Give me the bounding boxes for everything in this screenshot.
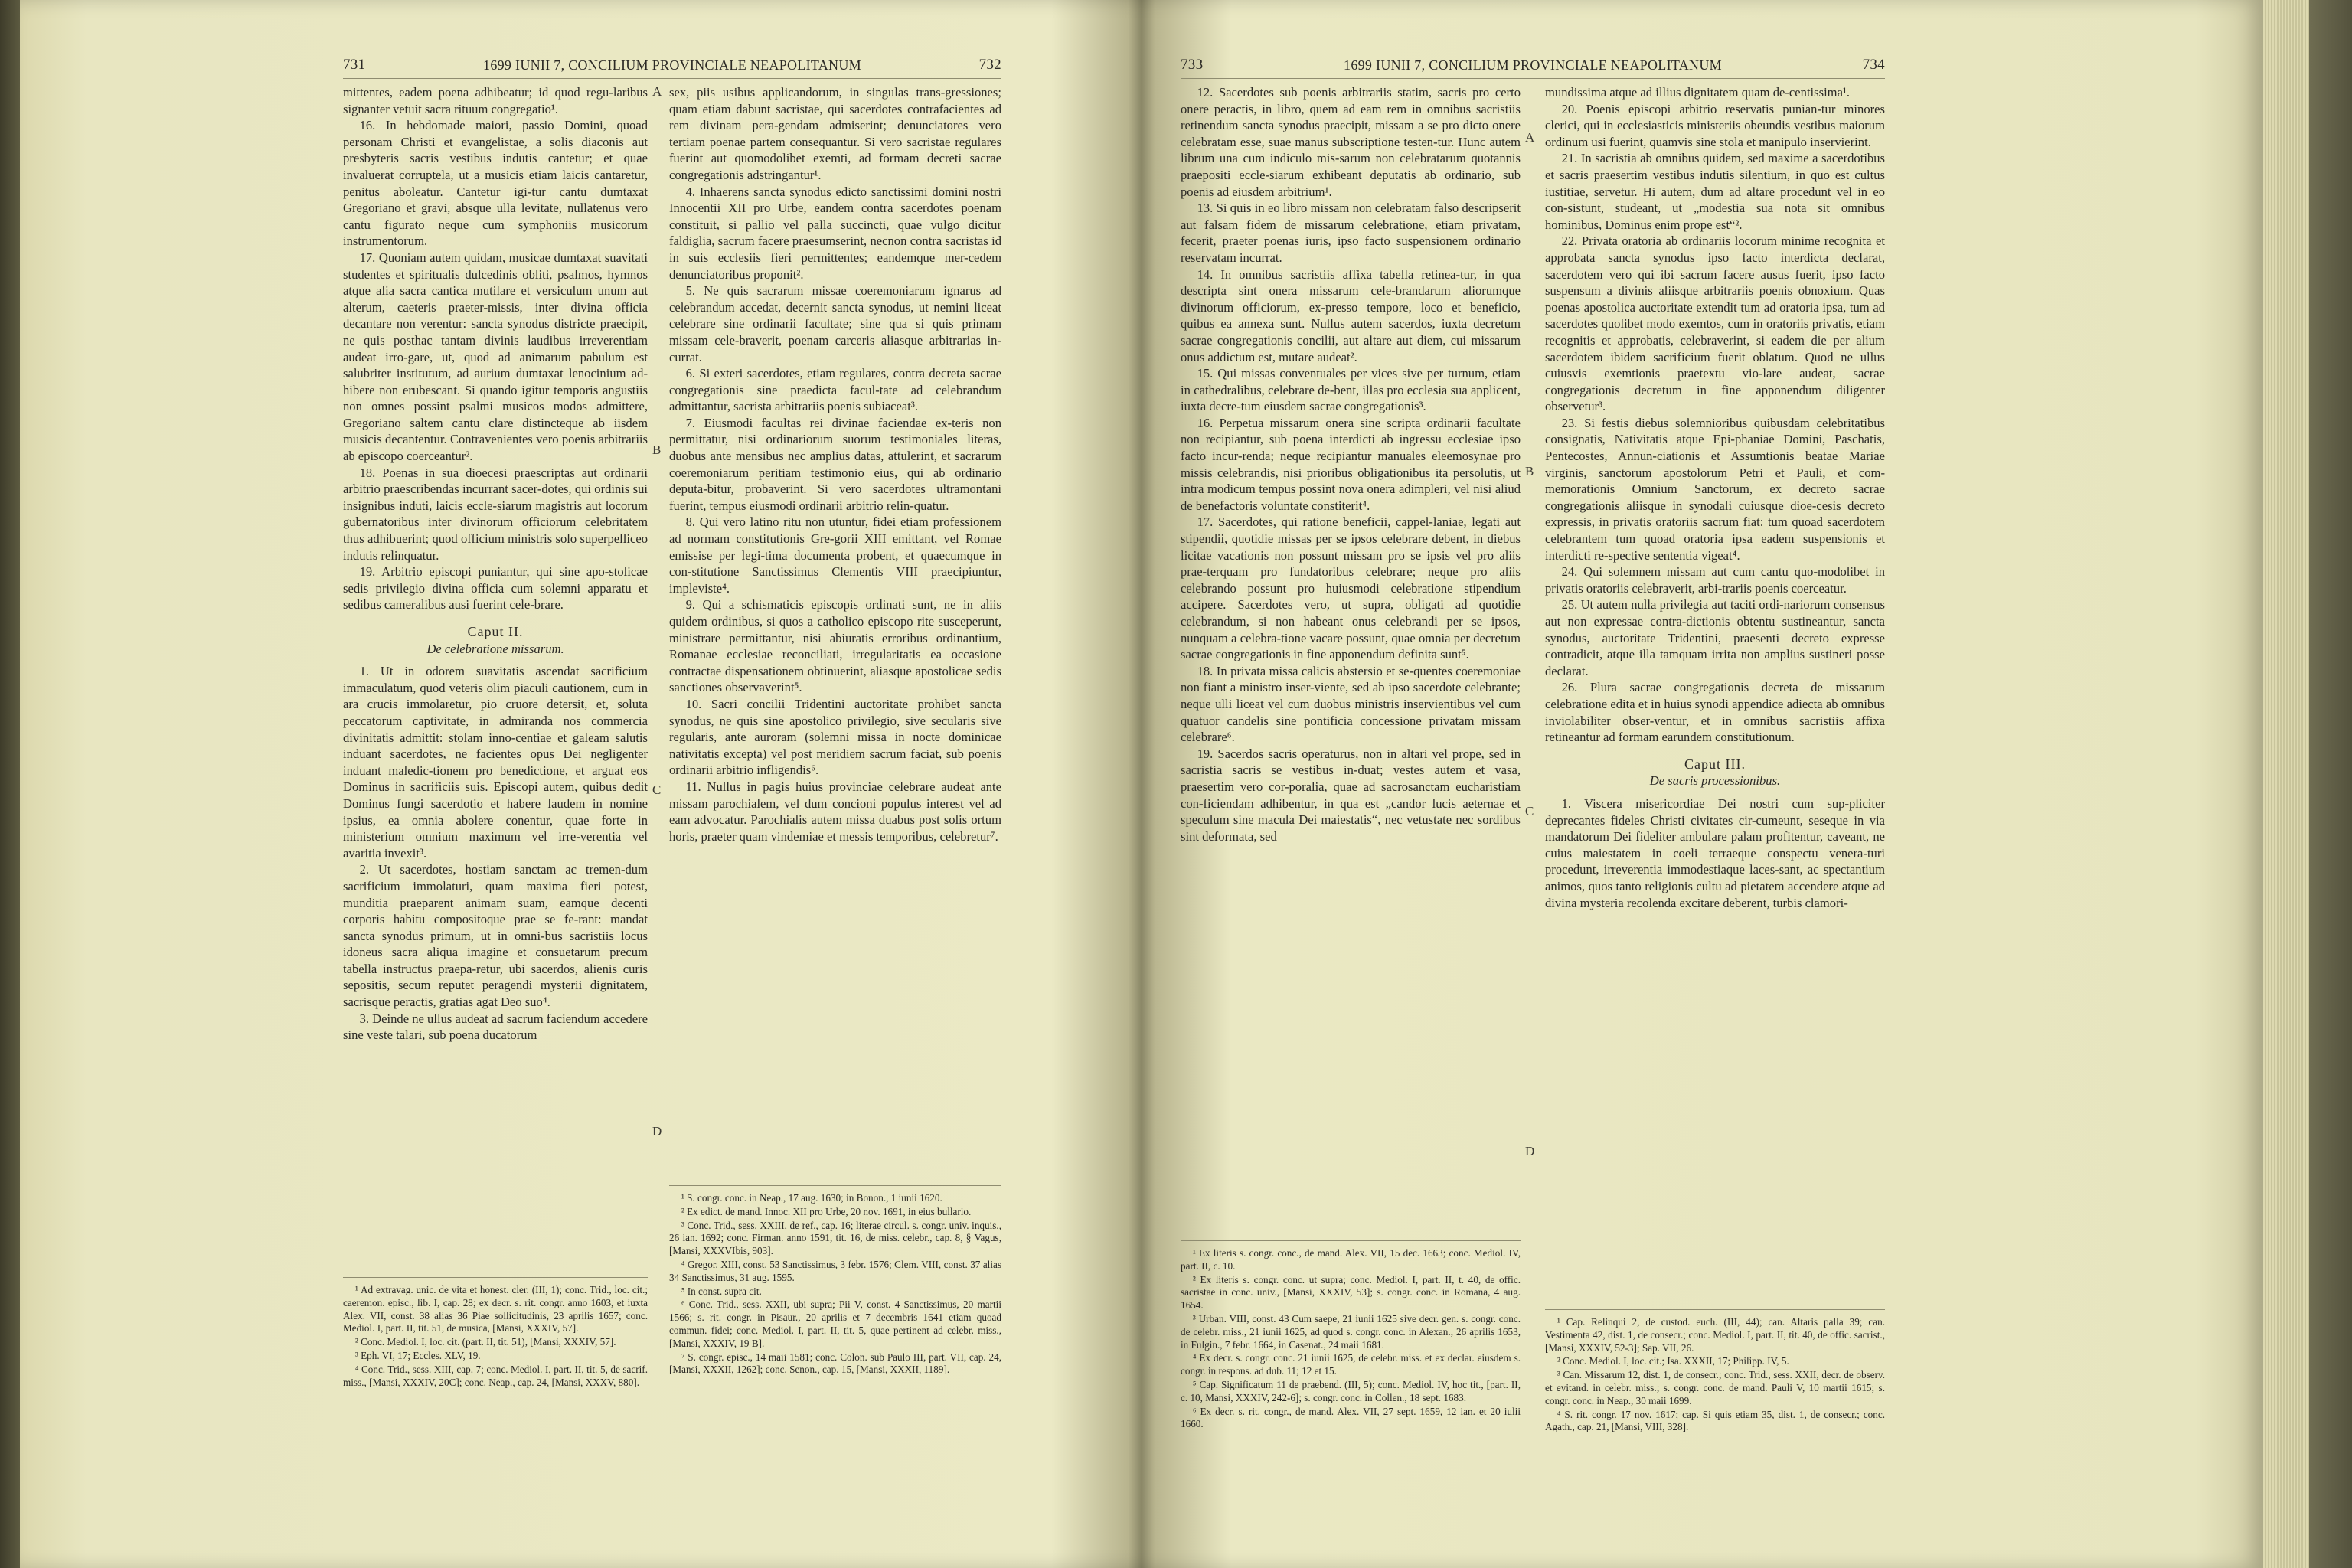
footnote: ⁵ Cap. Significatum 11 de praebend. (III, 5); conc. Mediol. IV, hoc tit., [part. II, c. 10, Mansi, XXXIV, 242-6]; s. congr. conc. in Collen., 18 sept. 1683. (1181, 1378, 1521, 1403)
running-title-right: 1699 IUNII 7, CONCILIUM PROVINCIALE NEAPOLITANUM (1344, 57, 1722, 73)
footnote: ² Conc. Mediol. I, loc. cit.; Isa. XXXII, 17; Philipp. IV, 5. (1557, 1355, 1789, 1367)
paragraph: 1. Viscera misericordiae Dei nostri cum sup-pliciter deprecantes fideles Christi civitates cir-cumeunt, seseque in via mandatorum Dei fideliter ambulare palam profitentur, caveant, ne cuius maiestatem in coeli terraeque conspectu venera-turi procedunt, irreverentia immodestiaque laces-sant, ac spectantium animos, quos tanto religionis cultu ad pietatem accendere atque ad divina mysteria recolenda excitare deberent, turbis clamori- (1545, 795, 1885, 910)
page-number-732: 732 (978, 57, 1001, 73)
paragraph: 26. Plura sacrae congregationis decreta de missarum celebratione edita et in huius synodi appendice adiecta ab omnibus inviolabiliter obser-ventur, et in omnibus sacristiis affixa retineantur ad formam earundem constitutionum. (1545, 680, 1885, 745)
paragraph: 25. Ut autem nulla privilegia aut taciti ordi-nariorum consensus aut non expressae contra-dictionis obtentu sustineantur, sancta synodus, auctoritate Tridentini, praesenti decreto expresse contradicit, atque illa tamquam irrita non amplius sustineri posse declarat. (1545, 597, 1885, 678)
paragraph: 12. Sacerdotes sub poenis arbitrariis statim, sacris pro certo onere peractis, in libro, quem ad eam rem in omnibus sacristiis retinendum sancta synodus praecipit, missam a se pro dicto onere celebratam esse, suae manus subscriptione testen-tur. Hunc autem librum una cum indiculo mis-sarum non celebratarum quotannis praepositi eccle-siarum exhibeant deputatis ab ordinario, sub poenis ad eiusdem arbitrium¹. (1181, 85, 1521, 199)
column-page-732 (669, 84, 1001, 844)
paragraph: 18. Poenas in sua dioecesi praescriptas aut ordinarii arbitrio praescribendas incurrant sacer-dotes, qui ordinis sui insignibus induti, laicis eccle-siarum magistris aut locorum gubernatoribus inter divinorum officiorum celebritatem thus adhibuerint; quod officium ministris solo superpelliceo indutis relinquatur. (343, 465, 648, 563)
paragraph: 1. Ut in odorem suavitatis ascendat sacrificium immaculatum, quod veteris olim piaculi cautionem, cum in ara crucis immolaretur, pio cruore detersit, et, soluta peccatorum captivitate, in admiranda nos commercia divinitatis admittit: stolam inno-centiae et galeam salutis induant sacerdotes, ne facientes opus Dei negligenter induant maledic-tionem pro benedictione, et arguat eos Dominus in sacrificiis suis. Episcopi autem, quibus dedit Dominus fungi sacerdotio et habere laudem in nomine ipsius, ea omnia abolere conentur, quae forte in ministerium omnium maximum vel irre-verentia vel avaritia invexit³. (343, 664, 648, 861)
column-page-733 (1181, 84, 1521, 844)
margin-letter-b-right: B (1525, 464, 1534, 479)
margin-letter-b: B (652, 443, 662, 457)
margin-letter-c: C (652, 782, 662, 797)
footnotes-page-733 (1181, 1240, 1521, 1432)
page-number-731: 731 (343, 57, 366, 73)
book-cover-edge (2309, 0, 2352, 1568)
footnote: ¹ Cap. Relinqui 2, de custod. euch. (III, 44); can. Altaris palla 39; can. Vestimenta 42, dist. 1, de consecr.; conc. Mediol. I, part. II, tit. 40, de offic. sacrist., [Mansi, XXXIV, 52-3]; Sap. VII, 26. (1545, 1316, 1885, 1354)
paragraph: 6. Si exteri sacerdotes, etiam regulares, contra decreta sacrae congregationis sine praedicta facul-tate ad celebrandum admittantur, sacrista arbitrariis poenis subiaceat³. (669, 366, 1001, 414)
paragraph: 19. Sacerdos sacris operaturus, non in altari vel prope, sed in sacristia sacris se vestibus in-duat; vestes autem et vasa, praesertim vero cor-poralia, quae ad sacrosanctam eucharistiam con-ficiendam adhibentur, in qua est „candor lucis aeternae et speculum sine macula Dei maiestatis“, nec vetustate nec sordibus sint deformata, sed (1181, 746, 1521, 844)
paragraph: mittentes, eadem poena adhibeatur; id quod regu-laribus signanter vetuit sacra rituum congregatio¹. (343, 85, 648, 116)
paragraph: 20. Poenis episcopi arbitrio reservatis punian-tur minores clerici, qui in ecclesiasticis ministeriis obeundis vestibus maiorum ordinum usi fuerint, quamvis sine stola et manipulo inservierint. (1545, 101, 1885, 149)
margin-letter-a: A (652, 84, 662, 99)
footnotes-page-734 (1545, 1309, 1885, 1435)
footnote: ¹ Ex literis s. congr. conc., de mand. Alex. VII, 15 dec. 1663; conc. Mediol. IV, part. II, c. 10. (1181, 1247, 1521, 1272)
page-number-733: 733 (1181, 57, 1204, 73)
footnote: ¹ S. congr. conc. in Neap., 17 aug. 1630; in Bonon., 1 iunii 1620. (681, 1192, 942, 1204)
right-page-header (1181, 51, 1885, 79)
paragraph: sex, piis usibus applicandorum, in singulas trans-gressiones; quam etiam dabunt sacristae, qui sacerdotes contrafacientes ad rem divinam pera-gendam admiserint; denunciatores vero tertiam poenae partem consequantur. Si vero sacristae regulares fuerint aut quomodolibet exemti, ad formam decreti sacrae congregationis adstringantur¹. (669, 85, 1001, 182)
footnote: ³ Urban. VIII, const. 43 Cum saepe, 21 iunii 1625 sive decr. gen. s. congr. conc. de celebr. miss., 21 iunii 1625, ad quod s. congr. conc. in Alexan., 26 aprilis 1653, in Fulgin., 7 febr. 1664, in Casenat., 24 maii 1681. (1181, 1312, 1521, 1351)
paragraph: mundissima atque ad illius dignitatem quam de-centissima¹. (1545, 85, 1851, 100)
footnote: ¹ Ad extravag. unic. de vita et honest. cler. (III, 1); conc. Trid., loc. cit.; caeremon. episc., lib. I, cap. 28; ex decr. s. rit. congr. anno 1603, et iuxta Alex. VII, const. 38 alias 36 Piae sollicitudinis, 23 aprilis 1657; conc. Mediol. I, part. II, tit. 51, de musica, [Mansi, XXXIV, 57]. (343, 1284, 648, 1334)
page-number-734: 734 (1862, 57, 1885, 73)
footnote: ⁴ Conc. Trid., sess. XIII, cap. 7; conc. Mediol. I, part. II, tit. 5, de sacrif. miss., [Mansi, XXXIV, 20C]; conc. Neap., cap. 24, [Mansi, XXXV, 880]. (343, 1363, 648, 1388)
paragraph: 8. Qui vero latino ritu non utuntur, fidei etiam professionem ad normam constitutionis Gre-gorii XIII emittant, vel Romae emissise per legi-tima documenta probent, et quaecumque in con-stitutione Sanctissimus Clementis VIII praecipiuntur, impleviste⁴. (669, 514, 1001, 596)
footnote: ³ Can. Missarum 12, dist. 1, de consecr.; conc. Trid., sess. XXII, decr. de observ. et evitand. in celebr. miss.; s. congr. conc. de mand. Pauli V, 10 martii 1615; s. congr. conc. in Neap., 30 maii 1699. (1545, 1369, 1885, 1406)
margin-letter-d-right: D (1525, 1144, 1535, 1158)
paragraph: 15. Qui missas conventuales per vices sive per turnum, etiam in cathedralibus, celebrare de-bent, illas pro ecclesia sua applicent, iuxta decre-tum eiusdem sacrae congregationis³. (1181, 366, 1521, 414)
paragraph: 16. In hebdomade maiori, passio Domini, quoad personam Christi et evangelistae, a solis diaconis aut presbyteris sacris vestibus indutis cantetur; et quae invaluerat corruptela, ut a musicis etiam laicis cantaretur, penitus aboleatur. Cantetur igi-tur cantu dumtaxat Gregoriano et gravi, absque ulla levitate, nullatenus vero cantu figurato neque cum symphoniis musicorum instrumentorum. (343, 118, 648, 249)
paragraph: 3. Deinde ne ullus audeat ad sacrum faciendum accedere sine veste talari, sub poena ducatorum (343, 1011, 648, 1043)
caput-heading: Caput III. (1684, 756, 1746, 772)
rubric-heading: De celebratione missarum. (426, 641, 564, 656)
footnote: ³ Conc. Trid., sess. XXIII, de ref., cap. 16; literae circul. s. congr. univ. inquis., 26 ian. 1692; conc. Firman. anno 1591, tit. 16, de miss. celebr., cap. 8, § Vagus, [Mansi, XXXVIbis, 903]. (669, 1219, 1001, 1257)
left-page-header (343, 51, 1001, 79)
caput-heading: Caput II. (467, 624, 524, 639)
running-title-left: 1699 IUNII 7, CONCILIUM PROVINCIALE NEAPOLITANUM (483, 57, 861, 73)
paragraph: 14. In omnibus sacristiis affixa tabella retinea-tur, in qua descripta sint onera missarum cele-brandarum aliorumque divinorum officiorum, ex-presso tempore, loco et beneficio, quibus ea annexa sunt. Nullus autem sacerdos, iuxta decretum sacrae congregationis concilii, aut altare aut diem, cui missarum onus addictum est, mutare audeat². (1181, 266, 1521, 364)
paragraph: 16. Perpetua missarum onera sine scripta ordinarii facultate non recipiantur, sub poena interdicti ab ingressu ecclesiae ipso facto incur-renda; neque recipiantur manuales eleemosynae pro missis celebrandis, nisi prioribus obligationibus ita persolutis, ut intra modicum tempus possint nova onera adimpleri, vel nisi aliud de benefactoris voluntate constiterit⁴. (1181, 415, 1521, 513)
footnote: ⁵ In const. supra cit. (681, 1285, 762, 1297)
footnote: ⁴ S. rit. congr. 17 nov. 1617; cap. Si quis etiam 35, dist. 1, de consecr.; conc. Agath., cap. 21, [Mansi, VIII, 328]. (1545, 1408, 1885, 1433)
footnote: ⁶ Conc. Trid., sess. XXII, ubi supra; Pii V, const. 4 Sanctissimus, 20 martii 1566; s. rit. congr. in Pisaur., 20 aprilis et 7 decembris 1641 etiam quoad commun. fidei; conc. Mediol. I, part. II, tit. 5, quae pertinent ad celebr. miss., [Mansi, XXXIV, 19 B]. (669, 1298, 1001, 1349)
margin-letter-a-right: A (1525, 130, 1535, 145)
margin-letter-c-right: C (1525, 804, 1534, 818)
paragraph: 19. Arbitrio episcopi puniantur, qui sine apo-stolicae sedis privilegio divina officia cum solemni apparatu et sedibus cameralibus ausi fuerint cele-brare. (343, 564, 648, 612)
paragraph: 4. Inhaerens sancta synodus edicto sanctissimi domini nostri Innocentii XII pro Urbe, eandem contra sacerdotes poenam constituit, si pallio vel palla succincti, quae vulgo dicitur faldiglia, sacrum facere praesumserint, necnon contra sacristas id in suis ecclesiis fieri permittentes; eandemque mer-cedem denunciatoribus proponit². (669, 184, 1001, 282)
paragraph: 2. Ut sacerdotes, hostiam sanctam ac tremen-dum sacrificium immolaturi, quam maxima fieri potest, munditia praeparent animam suam, eamque decenti corporis habitu compositoque prae se fe-rant: mandat sancta synodus primum, ut in omni-bus sacristiis locus idoneus sacra aliqua imagine et consuetarum precum tabella instructus praepa-retur, ubi sacerdos, alienis curis sepositis, secum reputet peragendi mysterii dignitatem, sacrisque peractis, gratias agat Deo suo⁴. (343, 862, 648, 1010)
paragraph: 7. Eiusmodi facultas rei divinae faciendae ex-teris non permittatur, nisi ordinariorum suorum testimoniales literas, duobus ante mensibus nec amplius datas, attulerint, et sacrarum coeremoniarum peritiam testimonio eius, qui ab ordinario deputa-bitur, probaverint. Si vero sacerdotes ultramontani fuerint, tempus eiusmodi ordinarii arbitrio relin-quatur. (669, 415, 1001, 513)
paragraph: 21. In sacristia ab omnibus quidem, sed maxime a sacerdotibus et sacris praesertim vestibus indutis silentium, in quo est cultus iustitiae, servetur. Hi autem, dum ad altare procedunt vel in eo con-sistunt, studeant, ut „modestia sua nota sit omnibus hominibus, Dominus enim prope est“². (1545, 151, 1885, 232)
paragraph: 10. Sacri concilii Tridentini auctoritate prohibet sancta synodus, ne quis sine apostolico privilegio, sive secularis sive regularis, ante auroram (solemni missa in nocte dominicae nativitatis excepta) vel post meridiem sacrum faciat, sub poenis ordinarii arbitrio infligendis⁶. (669, 696, 1001, 778)
footnote: ³ Eph. VI, 17; Eccles. XLV, 19. (354, 1349, 481, 1361)
paragraph: 5. Ne quis sacrarum missae coeremoniarum ignarus ad celebrandum accedat, decernit sancta synodus, ut nemini liceat celebrare sine ordinarii facultate; sine qua si quis primam missam cele-braverit, poenam carceris aliasque arbitrarias in-currat. (669, 283, 1001, 364)
paragraph: 18. In privata missa calicis abstersio et se-quentes coeremoniae non fiant a ministro inser-viente, sed ab ipso sacerdote celebrante; neque ulli liceat vel cum duobus ministris inservientibus vel cum quatuor candelis sine pontificia concessione privatam missam celebrare⁶. (1181, 663, 1521, 745)
paragraph: 9. Qui a schismaticis episcopis ordinati sunt, ne in aliis quidem ordinibus, si quos a catholico episcopo rite susceperunt, ministrare permittantur, nisi abiuratis erroribus ordinantium, Romanae ecclesiae reconciliati, irregularitatis ea occasione contractae dispensationem obtinuerint, aliasque apostolicae sedis sanctiones observaverint⁵. (669, 597, 1001, 695)
footnotes-page-732 (669, 1185, 1001, 1377)
paragraph: 23. Si festis diebus solemnioribus quibusdam celebritatibus consignatis, Nativitatis atque Epi-phaniae Domini, Paschatis, Pentecostes, Annun-ciationis et Assumtionis beatae Mariae virginis, sanctorum apostolorum Petri et Pauli, et com-memorationis Omnium Sanctorum, ex decreto sacrae congregationis aliisque in synodali cuiusque dioe-cesis decreto expressis, in privatis oratoriis sacrum fiat: tum quoad sacerdotem celebrantem tum quoad oratoria ipsa eadem suspensionis et interdicti re-spective sententia vigeat⁴. (1545, 415, 1885, 563)
footnote: ⁴ Gregor. XIII, const. 53 Sanctissimus, 3 febr. 1576; Clem. VIII, const. 37 alias 34 Sanctissimus, 31 aug. 1595. (669, 1258, 1001, 1283)
paragraph: 24. Qui solemnem missam aut cum cantu quo-modolibet in privatis oratoriis celebraverit, arbi-trariis poenis coerceatur. (1545, 564, 1885, 596)
footnote: ² Ex edict. de mand. Innoc. XII pro Urbe, 20 nov. 1691, in eius bullario. (681, 1205, 972, 1217)
paragraph: 11. Nullus in pagis huius provinciae celebrare audeat ante missam parochialem, vel dum concioni populus interest vel ad eam advocatur. Parochialis autem missa duabus post solis ortum horis, praeter quam vindemiae et messis temporibus, celebretur⁷. (669, 779, 1001, 844)
column-page-731 (343, 84, 648, 1044)
paragraph: 17. Sacerdotes, qui ratione beneficii, cappel-laniae, legati aut stipendii, quotidie missas per se ipsos celebrare debent, in diebus licitae vacationis non possunt missam pro se ipsis vel pro aliis prae-terquam pro fundatoribus celebrare; neque pro aliis celebrando possunt pro huiusmodi celebratione stipendium accipere. Sacerdotes vero, ut supra, obligati ad quotidie celebrandum, si non habeant onus celebrandi per se ipsos, nunquam a celebra-tione vacare possunt, quae omnia per decretum sacrae congregationis in fine apponendum definita sunt⁵. (1181, 514, 1521, 662)
paragraph: 22. Privata oratoria ab ordinariis locorum minime recognita et approbata sancta synodus ipso facto interdicta declarat, sacerdotem vero qui ibi sacrum facere ausus fuerit, ipso facto suspensum a divinis aliisque arbitrariis poenis obnoxium. Quas poenas apostolica auctoritate extendit tum ad oratoria ipsa, tum ad sacerdotes quolibet modo exemtos, cum in oratoriis privatis, etiam recognitis et approbatis, celebraverint, si eadem die per alium sacerdotem ibidem sacrificium fuerit oblatum. Quod ne ullus cuiusvis exemtionis praetextu vio-lare audeat, sacrae congregationis decretum in fine apponendum diligenter observetur³. (1545, 234, 1885, 414)
footnotes-page-731 (343, 1277, 648, 1390)
footnote: ² Conc. Mediol. I, loc. cit. (part. II, tit. 51), [Mansi, XXXIV, 57]. (354, 1336, 616, 1348)
paragraph: 13. Si quis in eo libro missam non celebratam falso descripserit aut falsam fidem de missarum celebratione, etiam privatam, fecerit, praeter poenas iuris, ipso facto suspensionem ordinario reservatam incurrat. (1181, 201, 1521, 265)
footnote: ⁶ Ex decr. s. rit. congr., de mand. Alex. VII, 27 sept. 1659, 12 ian. et 20 iulii 1660. (1181, 1405, 1521, 1430)
footnote: ⁷ S. congr. episc., 14 maii 1581; conc. Colon. sub Paulo III, part. VII, cap. 24, [Mansi, XXXII, 1262]; conc. Senon., cap. 15, [Mansi, XXXII, 1189]. (669, 1351, 1001, 1376)
rubric-heading: De sacris processionibus. (1649, 773, 1781, 789)
margin-letter-d: D (652, 1124, 662, 1138)
footnote: ² Ex literis s. congr. conc. ut supra; conc. Mediol. I, part. II, t. 40, de offic. sacristae in conc. univ., [Mansi, XXXIV, 53]; s. congr. conc. in Romana, 4 aug. 1654. (1181, 1273, 1521, 1312)
paragraph: 17. Quoniam autem quidam, musicae dumtaxat suavitati studentes et spiritualis dulcedinis obliti, psalmos, hymnos atque alia sacra cantica mutilare et versiculum unum aut alterum, caeteris praeter-missis, inter divina officia decantare non verentur: sancta synodus districte praecipit, ne quis posthac tantam divinis laudibus irreverentiam audeat irro-gare, ut, quod ad animarum pabulum est salubriter institutum, ad aurium dumtaxat lenocinium ad-hibere non erubescant. Si quando igitur temporis angustiis non omnes possint psalmi musicos modos admittere, Gregoriano saltem cantu clare distincteque ab iisdem musicis decantentur. Contravenientes vero poenis arbitrariis ab episcopo coerceantur². (343, 250, 648, 464)
page-stack-edge (2263, 0, 2309, 1568)
column-page-734 (1545, 84, 1885, 911)
footnote: ⁴ Ex decr. s. congr. conc. 21 iunii 1625, de celebr. miss. et ex declar. eiusdem s. congr. in respons. ad dub. 11; 12 et 15. (1181, 1352, 1521, 1377)
